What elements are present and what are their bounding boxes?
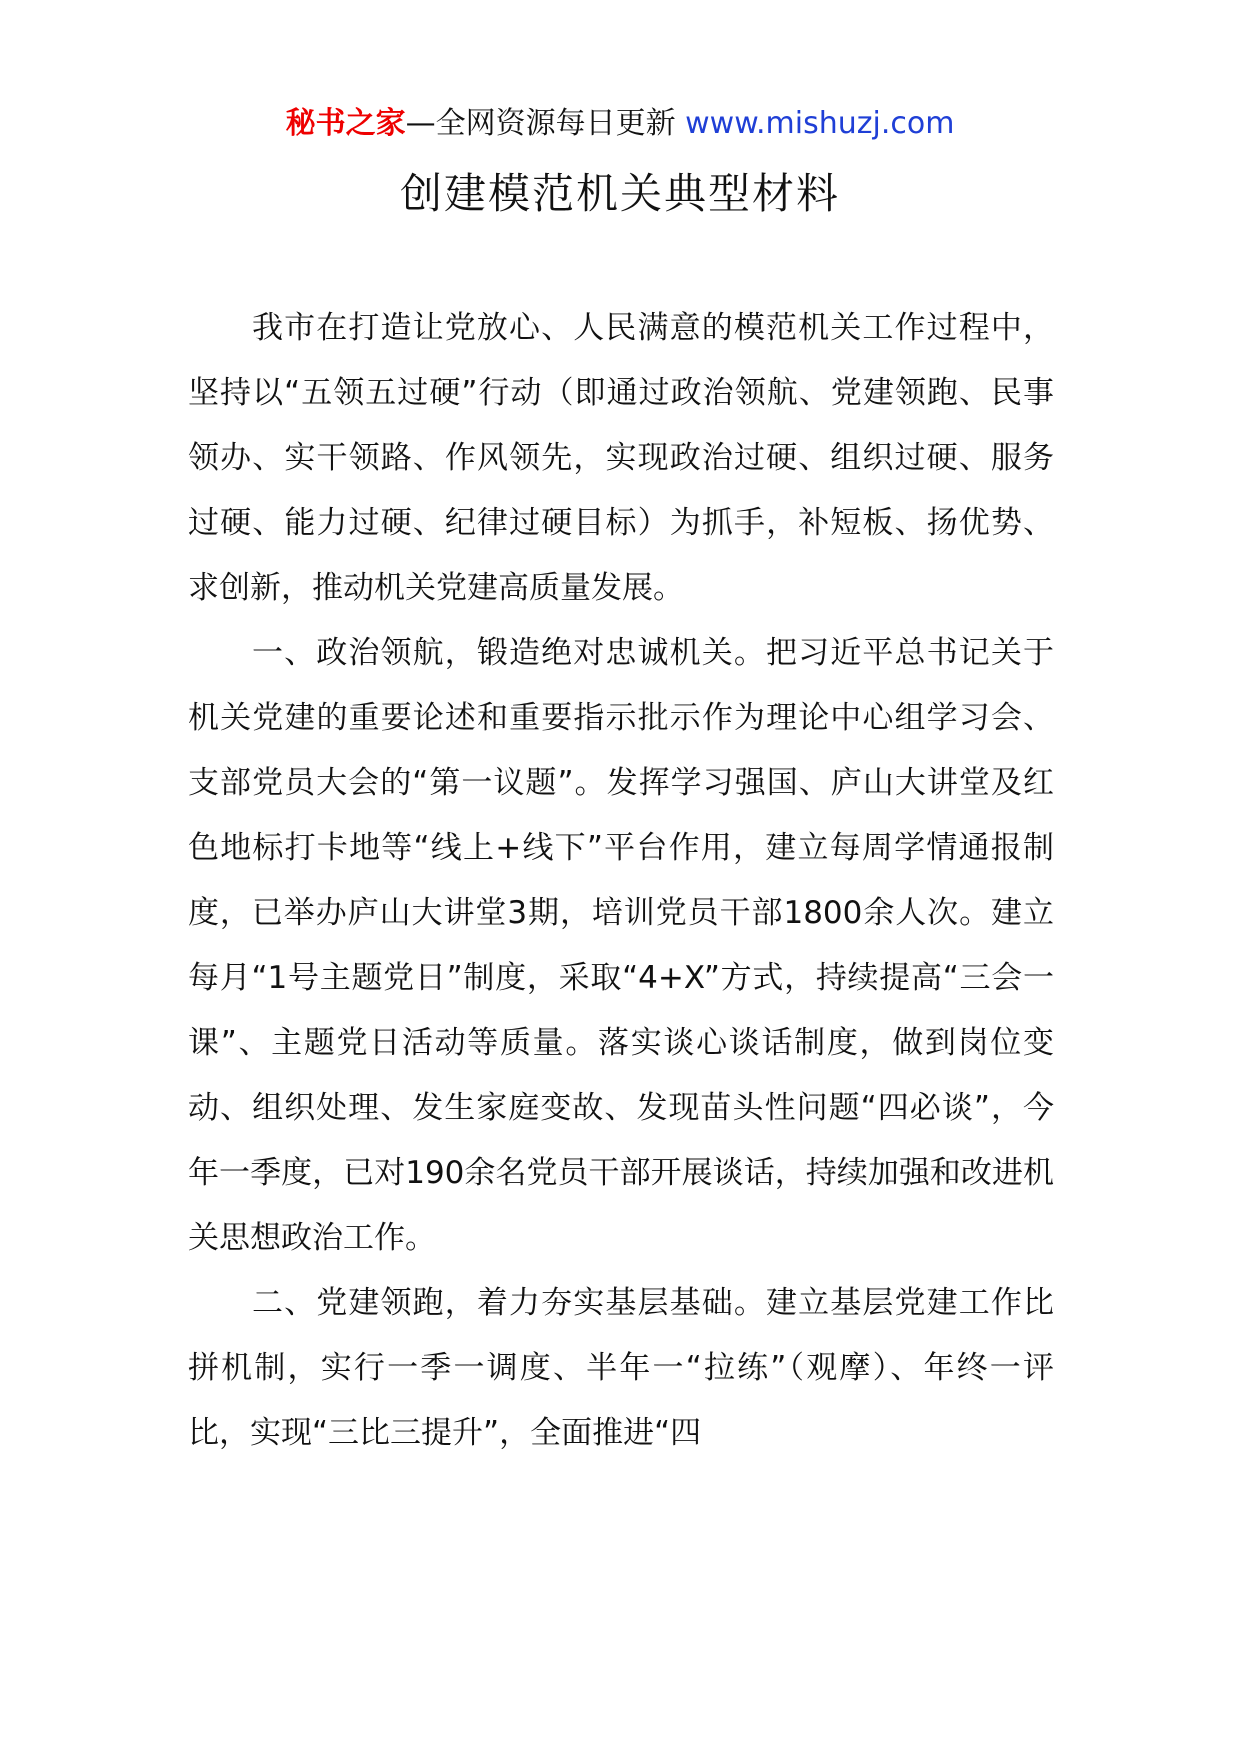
document-title: 创建模范机关典型材料 (399, 169, 840, 218)
paragraph-intro: 我市在打造让党放心、人民满意的模范机关工作过程中，坚持以“五领五过硬”行动（即通过政治领航、党建领跑、民事领办、实干领路、作风领先，实现政治过硬、组织过硬、服务过硬、能力过硬、纪律过硬目标）为抓手，补短板、扬优势、求创新，推动机关党建高质量发展。 (188, 310, 1054, 606)
site-url-link[interactable]: www.mishuzj.com (685, 106, 955, 141)
document-body (188, 296, 1054, 1466)
header-tagline: —全网资源每日更新 (405, 106, 676, 141)
paragraph-section-2: 二、党建领跑，着力夯实基层基础。建立基层党建工作比拼机制，实行一季一调度、半年一“拉练”（观摩）、年终一评比，实现“三比三提升”，全面推进“四 (188, 1285, 1054, 1451)
site-header (0, 104, 1240, 144)
paragraph-section-1: 一、政治领航，锻造绝对忠诚机关。把习近平总书记关于机关党建的重要论述和重要指示批示作为理论中心组学习会、支部党员大会的“第一议题”。发挥学习强国、庐山大讲堂及红色地标打卡地等“线上+线下”平台作用，建立每周学情通报制度，已举办庐山大讲堂3期，培训党员干部1800余人次。建立每月“1号主题党日”制度，采取“4+X”方式，持续提高“三会一课”、主题党日活动等质量。落实谈心谈话制度，做到岗位变动、组织处理、发生家庭变故、发现苗头性问题“四必谈”，今年一季度，已对190余名党员干部开展谈话，持续加强和改进机关思想政治工作。 (188, 635, 1054, 1256)
brand-name: 秘书之家 (285, 106, 406, 141)
